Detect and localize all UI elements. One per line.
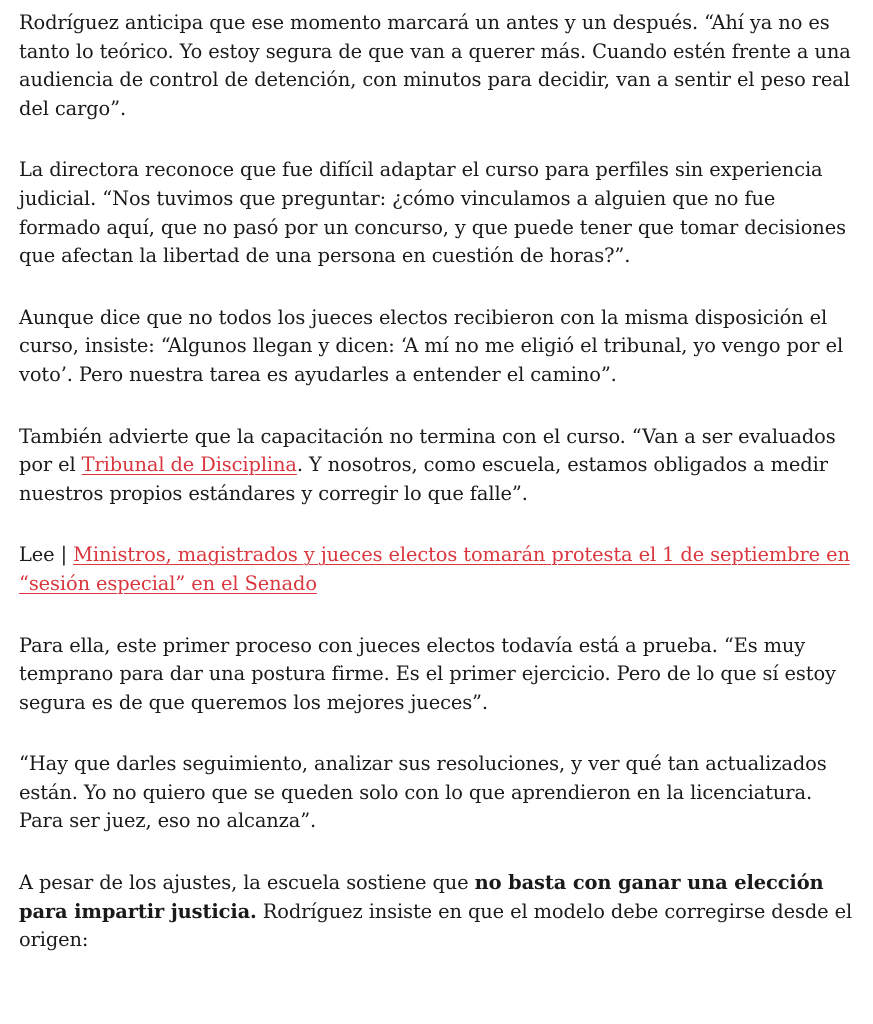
tribunal-disciplina-link[interactable]: Tribunal de Disciplina bbox=[81, 453, 297, 477]
paragraph-conclusion-text-before: A pesar de los ajustes, la escuela sostiene que bbox=[19, 871, 475, 895]
paragraph-evaluation-text-after: . Y nosotros, como escuela, estamos obligados a medir nuestros propios estándares y corregir lo que falle”. bbox=[19, 453, 828, 505]
highlighted-statement: no basta con ganar una elección para impartir justicia. bbox=[19, 871, 824, 923]
paragraph-conclusion bbox=[19, 869, 859, 955]
paragraph-conclusion-text-after: Rodríguez insiste en que el modelo debe corregirse desde el origen: bbox=[19, 899, 853, 952]
related-article bbox=[19, 541, 859, 598]
paragraph-disposition: Aunque dice que no todos los jueces electos recibieron con la misma disposición el curso, insiste: “Algunos llegan y dicen: ‘A mí no me eligió el tribunal, yo vengo por el voto’. Pero nuestra tarea es ayudarles a entender el camino”. bbox=[19, 305, 844, 386]
paragraph-adapting-course: La directora reconoce que fue difícil adaptar el curso para perfiles sin experiencia judicial. “Nos tuvimos que preguntar: ¿cómo vinculamos a alguien que no fue formado aquí, que no pasó por un concurso, y que puede tener que tomar decisiones que afectan la libertad de una persona en cuestión de horas?”. bbox=[19, 158, 846, 268]
paragraph-follow-up-quote: “Hay que darles seguimiento, analizar sus resoluciones, y ver qué tan actualizados están. Yo no quiero que se queden solo con lo que aprendieron en la licenciatura. Para ser juez, eso no alcanza”. bbox=[19, 752, 827, 833]
paragraph-evaluation-text-before: También advierte que la capacitación no termina con el curso. “Van a ser evaluados por el bbox=[19, 424, 836, 477]
related-article-prefix: Lee | bbox=[19, 543, 74, 567]
paragraph-moment: Rodríguez anticipa que ese momento marcará un antes y un después. “Ahí ya no es tanto lo teórico. Yo estoy segura de que van a querer más. Cuando estén frente a una audiencia de control de detención, con minutos para decidir, van a sentir el peso real del cargo”. bbox=[19, 11, 851, 120]
paragraph-first-process: Para ella, este primer proceso con jueces electos todavía está a prueba. “Es muy temprano para dar una postura firme. Es el primer ejercicio. Pero de lo que sí estoy segura es de que queremos los mejores jueces”. bbox=[19, 633, 836, 714]
paragraph-evaluation bbox=[19, 423, 859, 509]
related-article-link[interactable]: Ministros, magistrados y jueces electos tomarán protesta el 1 de septiembre en “sesión especial” en el Senado bbox=[19, 543, 850, 595]
